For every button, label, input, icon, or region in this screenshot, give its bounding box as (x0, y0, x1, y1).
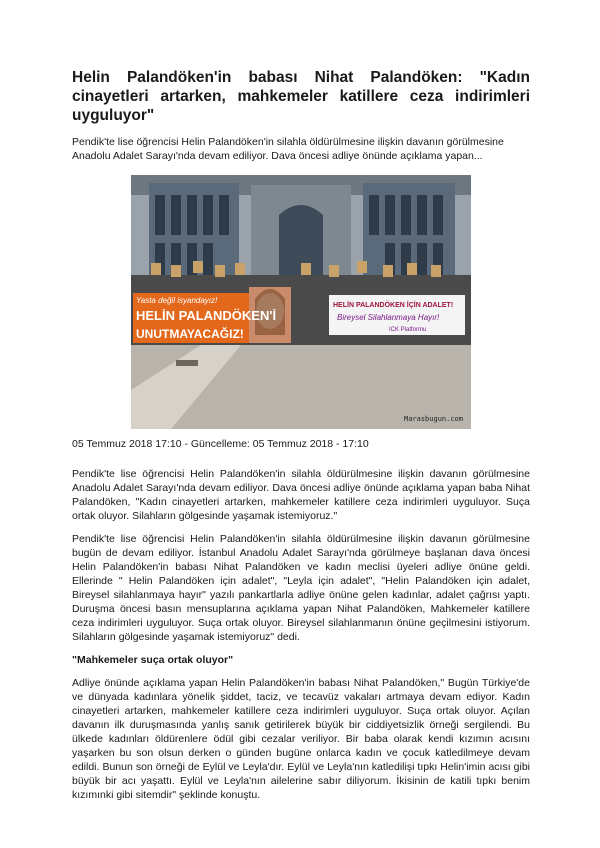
article-lead: Pendik'te lise öğrencisi Helin Palandöken'in silahla öldürülmesine ilişkin davanın görülmesine Anadolu Adalet Sarayı'nda devam ediliyor. Dava öncesi adliye önünde açıklama yapan... (72, 136, 504, 162)
subheading: "Mahkemeler suça ortak oluyor" (72, 654, 234, 666)
paragraph-1: Pendik'te lise öğrencisi Helin Palandöken'in silahla öldürülmesine ilişkin davanın görülmesine Anadolu Adalet Sarayı'nda devam ediliyor. Dava öncesi adliye önünde açıklama yapan baba Nihat Palandöken, "Kadın cinayetleri artarken, mahkemeler katillere ceza indirimleri uyguluyor. Suça ortak oluyor. Silahların gölgesinde yaşamak istemiyoruz." (72, 468, 530, 522)
banner-left-name: HELİN PALANDÖKEN'İ (136, 308, 277, 323)
article (72, 68, 530, 811)
article-title: Helin Palandöken'in babası Nihat Palandöken: "Kadın cinayetleri artarken, mahkemeler katillere ceza indirimleri uyguluyor" (72, 69, 530, 124)
protest-photo-illustration (131, 175, 471, 429)
banner-right-mid: Bireysel Silahlanmaya Hayır! (337, 313, 440, 322)
banner-left-bottom: UNUTMAYACAĞIZ! (136, 327, 244, 341)
paragraph-3: Adliye önünde açıklama yapan Helin Palandöken'in babası Nihat Palandöken," Bugün Türkiye'de ve dünyada kadınlara yönelik şiddet, taciz, ve tecavüz vakaları artmaya devam ediyor. Kadın cinayetleri artarken, mahkemeler katillere ceza indirimleri uyguluyor. Suça ortak oluyor. Açılan davanın ilk duruşmasında yanlış sanık getirilerek büyük bir ciddiyetsizlik örneği sergilendi. Bu ülkede kadınları öldürenlere ödül gibi cezalar veriliyor. Bir baba olarak kendi kızımın acısını yaşarken bu son olsun derken o günden bugüne onlarca kadın ve çocuk katledilmeye devam edildi. Bunun son örneği de Eylül ve Leyla'dır. Eylül ve Leyla'nın katledilişi tıpkı Helin'imin acısı gibi büyük bir acı yaşattı. Eylül ve Leyla'nın ailelerine sabır diliyorum. İkisinin de katili tıpkı benim kızımınki gibi sitemdir" şeklinde konuştu. (72, 677, 530, 801)
paragraph-2: Pendik'te lise öğrencisi Helin Palandöken'in silahla öldürülmesine ilişkin davanın görülmesine bugün de devam ediliyor. İstanbul Anadolu Adalet Sarayı'nda görülmeye başlanan dava öncesi Helin Palandöken'in babası Nihat Palandöken ve kadın meclisi üyeleri adliye önüne geldi. Ellerinde " Helin Palandöken için adalet", "Leyla için adalet", "Helin Palandöken için adalet, Bireysel silahlanmaya hayır" yazılı pankartlarla adliye önüne gelen kadınlar, adalet çağrısı yaptı. Duruşma öncesi basın mensuplarına açıklama yapan Nihat Palandöken, Mahkemeler katillere ceza indirimleri uyguluyor. Suça ortak oluyor. Bireysel silahlanmanın önüne geçilmesini istiyorum. Silahların gölgesinde yaşamak istemiyoruz" dedi. (72, 533, 530, 643)
photo-watermark: Marasbugun.com (403, 415, 463, 423)
publish-date: 05 Temmuz 2018 17:10 - Güncelleme: 05 Temmuz 2018 - 17:10 (72, 438, 369, 450)
article-photo (131, 175, 471, 429)
banner-right-top: HELİN PALANDÖKEN İÇİN ADALET! (333, 302, 454, 309)
banner-right-logo: ICK Platformu (389, 327, 427, 333)
banner-left-small: Yasta değil isyandayız! (136, 296, 218, 305)
